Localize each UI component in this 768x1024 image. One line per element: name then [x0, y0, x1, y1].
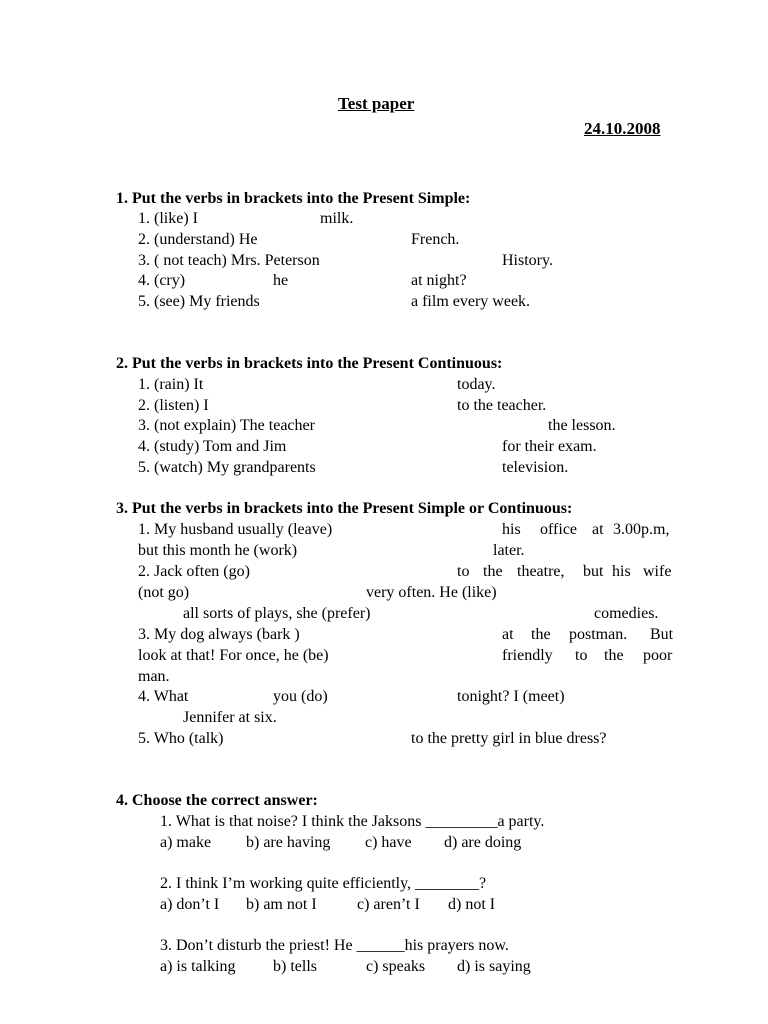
exercise-line: 1. (like) I — [138, 210, 198, 227]
exercise-line: 5. (watch) My grandparents — [138, 459, 316, 476]
exercise-word: but — [583, 563, 604, 580]
exercise-word: to — [457, 563, 470, 580]
exercise-word: the — [604, 647, 624, 664]
exercise-line: 2. (understand) He — [138, 231, 258, 248]
exercise-line-end: at night? — [411, 272, 467, 289]
exercise-line-end: French. — [411, 231, 460, 248]
exercise-line: 4. (study) Tom and Jim — [138, 438, 287, 455]
answer-option: b) tells — [273, 958, 317, 975]
exercise-word: 3.00p.m, — [613, 521, 670, 538]
answer-option: d) not I — [448, 896, 496, 913]
exercise-line-end: to the teacher. — [457, 397, 547, 414]
exercise-line: 4. What — [138, 688, 189, 705]
exercise-line-end: very often. He (like) — [366, 584, 497, 601]
exercise-line: 3. ( not teach) Mrs. Peterson — [138, 252, 320, 269]
section-3-heading: 3. Put the verbs in brackets into the Present Simple or Continuous: — [116, 500, 573, 517]
exercise-line-end: to the pretty girl in blue dress? — [411, 730, 607, 747]
exercise-word: his — [502, 521, 521, 538]
answer-option: d) is saying — [457, 958, 531, 975]
section-4-heading: 4. Choose the correct answer: — [116, 792, 318, 809]
answer-option: a) make — [160, 834, 212, 851]
exercise-line-mid: you (do) — [273, 688, 328, 705]
exercise-word: But — [650, 626, 674, 643]
exercise-line-end: today. — [457, 376, 496, 393]
exercise-word: the — [483, 563, 503, 580]
question-text: 1. What is that noise? I think the Jaksons _________a party. — [160, 813, 545, 830]
question-text: 2. I think I’m working quite efficiently, ________? — [160, 875, 487, 892]
page-title: Test paper — [338, 94, 415, 113]
section-1-heading: 1. Put the verbs in brackets into the Present Simple: — [116, 190, 471, 207]
exercise-line: (not go) — [138, 584, 190, 601]
exercise-line: 5. Who (talk) — [138, 730, 224, 747]
exercise-line: Jennifer at six. — [183, 709, 277, 726]
exercise-line: 1. My husband usually (leave) — [138, 521, 333, 538]
exercise-line: 4. (cry) — [138, 272, 186, 289]
exercise-line: but this month he (work) — [138, 542, 298, 559]
exercise-line-end: for their exam. — [502, 438, 597, 455]
exercise-line: 2. (listen) I — [138, 397, 209, 414]
exercise-line-end: a film every week. — [411, 293, 531, 310]
exercise-word: poor — [643, 647, 673, 664]
exercise-line-end: tonight? I (meet) — [457, 688, 565, 705]
exercise-line: 3. My dog always (bark ) — [138, 626, 300, 643]
exercise-line: 5. (see) My friends — [138, 293, 260, 310]
exercise-line-mid: he — [273, 272, 289, 289]
section-2-heading: 2. Put the verbs in brackets into the Present Continuous: — [116, 355, 503, 372]
exercise-line: 3. (not explain) The teacher — [138, 417, 315, 434]
exercise-word: to — [575, 647, 588, 664]
answer-option: a) don’t I — [160, 896, 220, 913]
exercise-line: look at that! For once, he (be) — [138, 647, 329, 664]
exercise-word: at — [592, 521, 604, 538]
exercise-line-end: comedies. — [594, 605, 659, 622]
exercise-word: office — [540, 521, 578, 538]
exercise-line-end: the lesson. — [548, 417, 616, 434]
exercise-word: theatre, — [517, 563, 565, 580]
test-date: 24.10.2008 — [584, 119, 661, 138]
exercise-word: his — [612, 563, 631, 580]
exercise-word: postman. — [569, 626, 628, 643]
answer-option: b) am not I — [246, 896, 317, 913]
exercise-word: wife — [643, 563, 672, 580]
answer-option: a) is talking — [160, 958, 236, 975]
exercise-line-end: History. — [502, 252, 553, 269]
exercise-line: 1. (rain) It — [138, 376, 204, 393]
question-text: 3. Don’t disturb the priest! He ______his prayers now. — [160, 937, 509, 954]
answer-option: c) aren’t I — [357, 896, 420, 913]
exercise-line-end: later. — [493, 542, 525, 559]
exercise-word: friendly — [502, 647, 553, 664]
exercise-word: at — [502, 626, 514, 643]
answer-option: c) have — [365, 834, 412, 851]
exercise-line: man. — [138, 668, 170, 685]
exercise-line: all sorts of plays, she (prefer) — [183, 605, 371, 622]
exercise-line: 2. Jack often (go) — [138, 563, 250, 580]
exercise-line-end: milk. — [320, 210, 354, 227]
answer-option: b) are having — [246, 834, 331, 851]
answer-option: d) are doing — [444, 834, 522, 851]
exercise-word: the — [531, 626, 551, 643]
answer-option: c) speaks — [366, 958, 426, 975]
exercise-line-end: television. — [502, 459, 569, 476]
